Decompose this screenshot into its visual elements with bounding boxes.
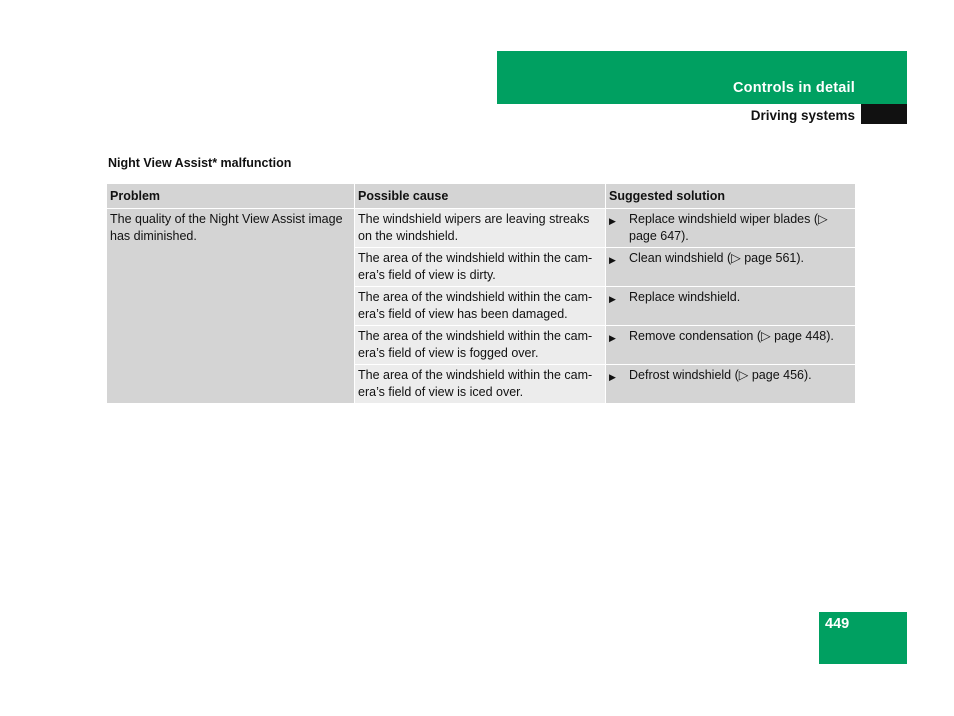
section-subtitle: Driving systems	[750, 108, 855, 123]
column-header-solution: Suggested solution	[606, 184, 856, 209]
solution-text: Clean windshield (▷ page 561).	[629, 251, 804, 265]
column-header-cause: Possible cause	[355, 184, 606, 209]
cause-cell: The windshield wipers are leaving streaks on the windshield.	[355, 209, 606, 248]
chapter-title: Controls in detail	[732, 80, 855, 96]
solution-cell	[606, 326, 856, 365]
table-title: Night View Assist* malfunction	[108, 156, 292, 170]
table-header-row	[107, 184, 855, 209]
cause-cell: The area of the windshield within the cam-era’s field of view is fogged over.	[355, 326, 606, 365]
bullet-icon: ▶	[609, 216, 616, 226]
solution-text: Remove condensation (▷ page 448).	[629, 329, 834, 343]
solution-cell	[606, 248, 856, 287]
bullet-icon: ▶	[609, 333, 616, 343]
solution-text: Replace windshield.	[629, 290, 741, 304]
solution-cell	[606, 287, 856, 326]
cause-cell: The area of the windshield within the cam-era’s field of view is dirty.	[355, 248, 606, 287]
solution-cell	[606, 365, 856, 404]
solution-text: Replace windshield wiper blades (▷ page 647).	[629, 212, 828, 243]
problem-cell: The quality of the Night View Assist image has diminished.	[107, 209, 355, 404]
tab-marker	[861, 104, 907, 124]
cause-cell: The area of the windshield within the cam-era’s field of view has been damaged.	[355, 287, 606, 326]
column-header-problem: Problem	[107, 184, 355, 209]
cause-cell: The area of the windshield within the cam-era’s field of view is iced over.	[355, 365, 606, 404]
table-row	[107, 209, 855, 248]
header-bar	[497, 51, 907, 104]
malfunction-table	[107, 184, 855, 404]
bullet-icon: ▶	[609, 294, 616, 304]
solution-text: Defrost windshield (▷ page 456).	[629, 368, 812, 382]
bullet-icon: ▶	[609, 372, 616, 382]
solution-cell	[606, 209, 856, 248]
page-number-box	[819, 612, 907, 664]
section-header	[497, 104, 907, 125]
bullet-icon: ▶	[609, 255, 616, 265]
page-number: 449	[825, 616, 850, 632]
